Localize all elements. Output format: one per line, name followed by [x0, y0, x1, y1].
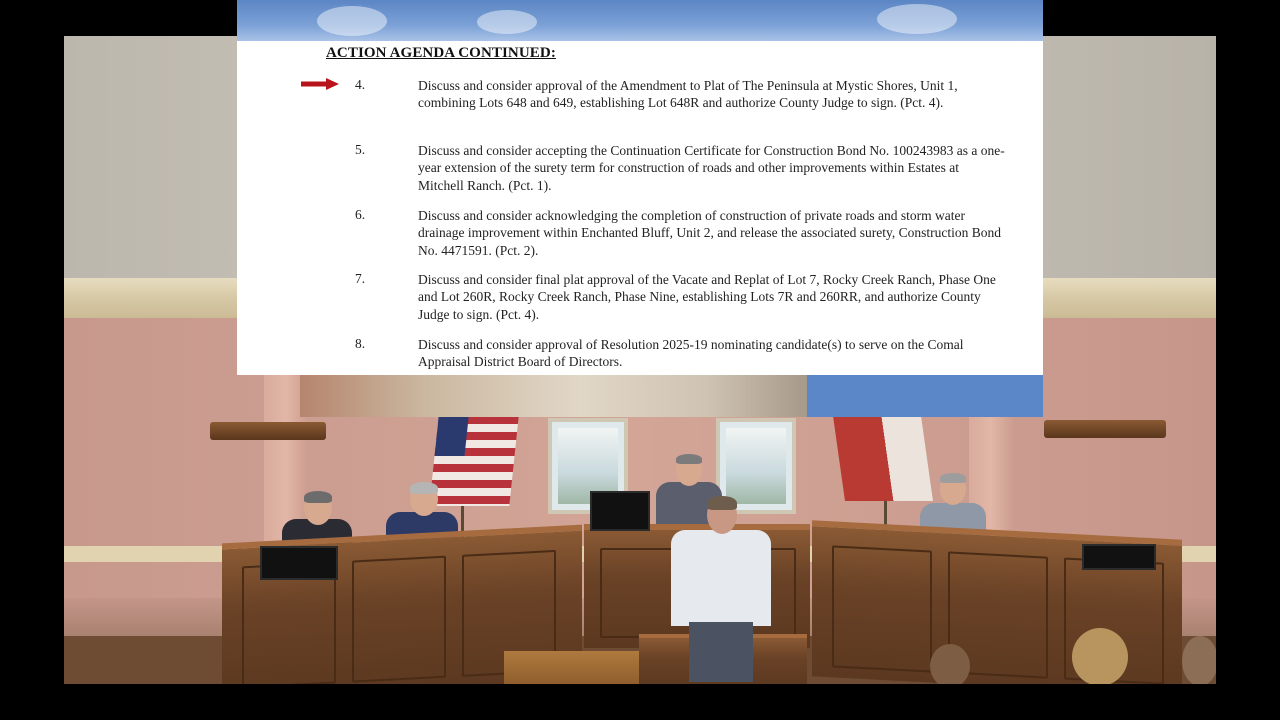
slide-footer-photo — [300, 375, 807, 417]
agenda-item-number: 8. — [355, 336, 366, 351]
agenda-slide — [237, 41, 1043, 375]
monitor-left — [260, 546, 338, 580]
agenda-item-number: 7. — [355, 271, 366, 286]
agenda-item-text: Discuss and consider approval of Resolution 2025-19 nominating candidate(s) to serve on the Comal Appraisal District Board of Directors. — [418, 337, 964, 370]
agenda-item-text: Discuss and consider approval of the Amendment to Plat of The Peninsula at Mystic Shores, Unit 1, combining Lots 648 and 649, establishing Lot 648R and authorize County Judge to sign. (Pct. 4). — [418, 78, 958, 111]
wall-rack-right — [1044, 420, 1166, 438]
agenda-item-number: 4. — [355, 77, 366, 92]
wall-rack-left — [210, 422, 326, 440]
monitor-center — [590, 491, 650, 531]
us-flag — [429, 416, 518, 506]
slide-header-banner — [237, 0, 1043, 41]
agenda-item-number: 5. — [355, 142, 366, 157]
texas-flag — [833, 416, 933, 501]
agenda-item-text: Discuss and consider final plat approval of the Vacate and Replat of Lot 7, Rocky Creek Ranch, Phase One and Lot 260R, Rocky Creek Ranch, Phase Nine, establishing Lots 7R and 260RR, and authorize County Judge to sign. (Pct. 4). — [418, 272, 996, 322]
slide-footer-accent — [807, 375, 1043, 417]
agenda-heading: ACTION AGENDA CONTINUED: — [326, 45, 556, 61]
right-arrow-icon — [301, 78, 339, 90]
agenda-item-number: 6. — [355, 207, 366, 222]
monitor-right — [1082, 544, 1156, 570]
agenda-item-text: Discuss and consider accepting the Continuation Certificate for Construction Bond No. 100243983 as a one-year extension of the surety term for construction of roads and other improvements within Estates at Mitchell Ranch. (Pct. 1). — [418, 143, 1005, 193]
agenda-item-text: Discuss and consider acknowledging the completion of construction of private roads and storm water drainage improvement within Enchanted Bluff, Unit 2, and release the associated surety, Construction Bond No. 4471591. (Pct. 2). — [418, 208, 1001, 258]
